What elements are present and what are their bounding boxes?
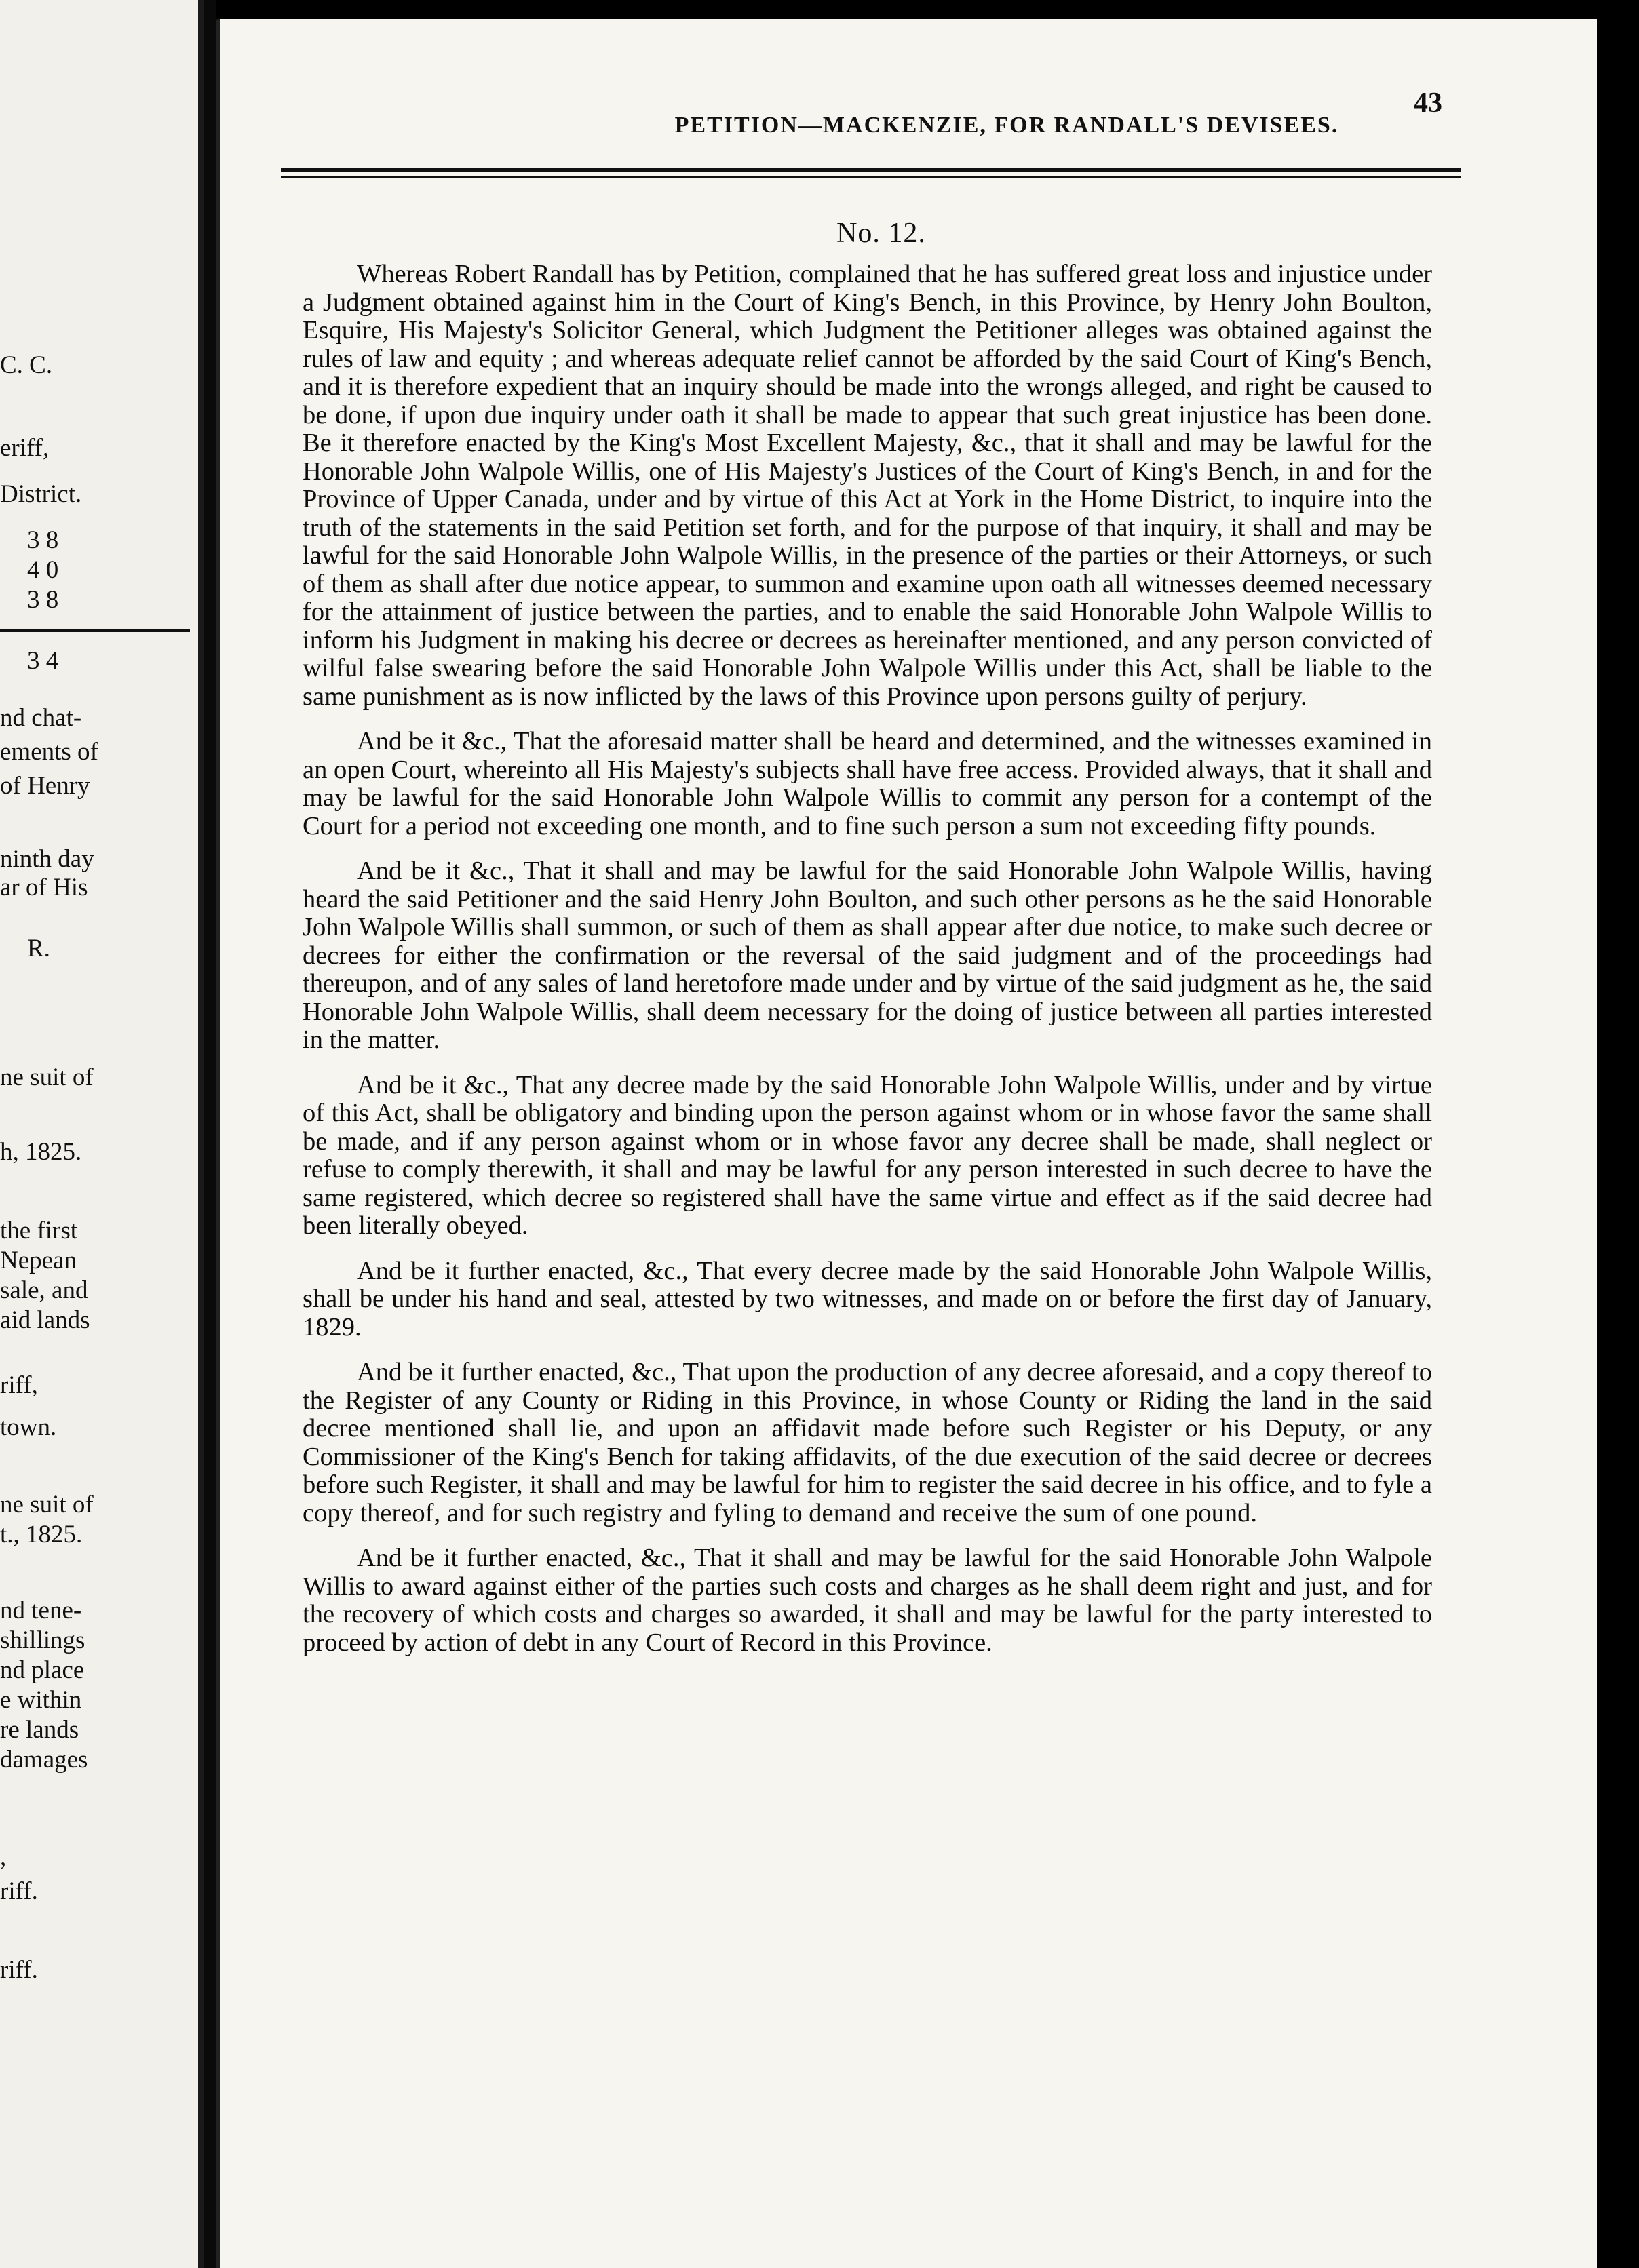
header-rule-thin: [281, 176, 1461, 178]
left-page-fragment: [0, 0, 204, 2268]
left-page-line: e within: [0, 1686, 82, 1714]
left-page-line: aid lands: [0, 1306, 90, 1334]
page-number: 43: [1414, 87, 1442, 119]
left-page-line: nd tene-: [0, 1597, 82, 1624]
left-page-line: 3 8: [27, 586, 59, 614]
paragraph: And be it further enacted, &c., That every decree made by the said Honorable John Walpole Willis, shall be under his hand and seal, attested by two witnesses, and made on or before the first day of January, 1829.: [303, 1256, 1432, 1342]
left-page-line: ne suit of: [0, 1063, 94, 1091]
left-page-line: sale, and: [0, 1276, 88, 1304]
left-page-line: t., 1825.: [0, 1521, 83, 1548]
left-page-line: nd chat-: [0, 704, 82, 732]
left-page-line: h, 1825.: [0, 1138, 82, 1166]
left-page-line: riff.: [0, 1877, 38, 1905]
left-page-line: damages: [0, 1746, 88, 1774]
left-page-line: ements of: [0, 738, 98, 766]
header-rule: [281, 168, 1461, 172]
left-page-line: ,: [0, 1843, 7, 1871]
left-page-line: District.: [0, 480, 82, 508]
left-page-line: ninth day: [0, 845, 94, 873]
page-gutter: [204, 0, 216, 2268]
left-page-line: town.: [0, 1413, 57, 1441]
document-body: [303, 260, 1432, 1674]
left-page-line: the first: [0, 1217, 78, 1245]
left-page-line: ne suit of: [0, 1491, 94, 1519]
left-page-line: R.: [27, 935, 50, 962]
paragraph: And be it &c., That any decree made by the said Honorable John Walpole Willis, under and by virtue of this Act, shall be obligatory and binding upon the person against whom or in whose favor the same shall be made, and if any person against whom or in whose favor any decree shall be made, shall neglect or refuse to comply therewith, it shall and may be lawful for any person interested in such decree to have the same registered, which decree so registered shall have the same virtue and effect as if the said decree had been literally obeyed.: [303, 1070, 1432, 1240]
left-page-line: ar of His: [0, 874, 88, 901]
left-page-line: 4 0: [27, 556, 59, 584]
left-page-line: C. C.: [0, 351, 53, 379]
left-page-line: 3 8: [27, 526, 59, 554]
paragraph: And be it further enacted, &c., That upon the production of any decree aforesaid, and a copy thereof to the Register of any County or Riding in this Province, in whose County or Riding the land in the said decree mentioned shall lie, and upon an affidavit made before such Register or his Deputy, or any Commissioner of the King's Bench for taking affidavits, of the due execution of the said decree or decrees before such Register, it shall and may be lawful for him to register the said decree in his office, and to fyle a copy thereof, and for such registry and fyling to demand and receive the sum of one pound.: [303, 1358, 1432, 1527]
paragraph: Whereas Robert Randall has by Petition, complained that he has suffered great loss and injustice under a Judgment obtained against him in the Court of King's Bench, in this Province, by Henry John Boulton, Esquire, His Majesty's Solicitor General, which Judgment the Petitioner alleges was obtained against the rules of law and equity ; and whereas adequate relief cannot be afforded by the said Court of King's Bench, and it is therefore expedient that an inquiry should be made into the wrongs alleged, and right be caused to be done, if upon due inquiry under oath it shall be made to appear that such great injustice has been done. Be it therefore enacted by the King's Most Excellent Majesty, &c., that it shall and may be lawful for the Honorable John Walpole Willis, one of His Majesty's Justices of the Court of King's Bench, in and for the Province of Upper Canada, under and by virtue of this Act at York in the Home District, to inquire into the truth of the statements in the said Petition set forth, and for the purpose of that inquiry, it shall and may be lawful for the said Honorable John Walpole Willis, in the presence of the parties or their Attorneys, or such of them as shall after due notice appear, to summon and examine upon oath all witnesses deemed necessary for the attainment of justice between the parties, and to enable the said Honorable John Walpole Willis to inform his Judgment in making his decree or decrees as hereinafter mentioned, and any person convicted of wilful false swearing before the said Honorable John Walpole Willis under this Act, shall be liable to the same punishment as is now inflicted by the laws of this Province upon persons guilty of perjury.: [303, 260, 1432, 711]
left-page-line: of Henry: [0, 772, 90, 800]
left-page-line: re lands: [0, 1716, 79, 1744]
left-page-line: nd place: [0, 1656, 85, 1684]
left-page-line: eriff,: [0, 434, 50, 462]
left-page-line: 3 4: [27, 647, 59, 675]
running-head: PETITION—MACKENZIE, FOR RANDALL'S DEVISEES.: [674, 113, 1339, 138]
left-page-line: shillings: [0, 1626, 85, 1654]
left-page-line: riff.: [0, 1956, 38, 1984]
paragraph: And be it further enacted, &c., That it shall and may be lawful for the said Honorable John Walpole Willis to award against either of the parties such costs and charges as he shall deem right and just, and for the recovery of which costs and charges so awarded, it shall and may be lawful for the party interested to proceed by action of debt in any Court of Record in this Province.: [303, 1544, 1432, 1657]
left-page-line: Nepean: [0, 1247, 77, 1274]
document-title: No. 12.: [836, 218, 926, 249]
main-page: [216, 19, 1601, 2268]
left-page-line: riff,: [0, 1371, 38, 1399]
paragraph: And be it &c., That it shall and may be lawful for the said Honorable John Walpole Willis, having heard the said Petitioner and the said Henry John Boulton, and such other persons as he the said Honorable John Walpole Willis shall summon, or such of them as shall appear after due notice, to make such decree or decrees for either the confirmation or the reversal of the said judgment and of the proceedings had thereupon, and of any sales of land heretofore made under and by virtue of the said judgment as he, the said Honorable John Walpole Willis, shall deem necessary for the doing of justice between all parties interested in the matter.: [303, 857, 1432, 1054]
paragraph: And be it &c., That the aforesaid matter shall be heard and determined, and the witnesses examined in an open Court, whereinto all His Majesty's subjects shall have free access. Provided always, that it shall and may be lawful for the said Honorable John Walpole Willis to commit any person for a contempt of the Court for a period not exceeding one month, and to fine such person a sum not exceeding fifty pounds.: [303, 727, 1432, 840]
left-page-rule: [0, 629, 190, 632]
scan-border: [1597, 0, 1639, 2268]
